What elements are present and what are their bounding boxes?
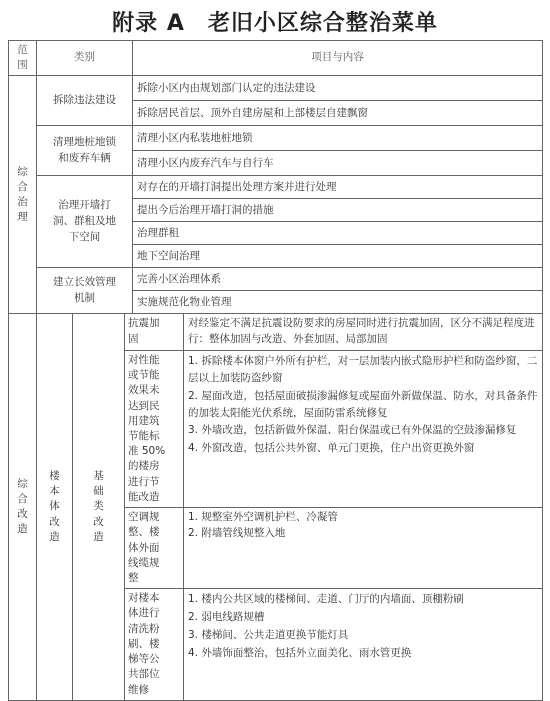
section2-scope: 综 合 改 造 — [9, 314, 37, 700]
list-item: 地下空间治理 — [133, 245, 543, 268]
header-scope: 范 围 — [9, 41, 37, 76]
list-item: 1. 拆除楼本体窗户外所有护栏，对一层加装内嵌式隐形护栏和防盗纱窗，二层以上加装防盗纱窗 — [188, 354, 538, 385]
row-label: 抗震加 固 — [125, 314, 184, 350]
group-label: 清理地桩地锁 和废弃车辆 — [37, 126, 133, 176]
list-item: 1. 规整室外空调机护栏、冷凝管 — [188, 511, 338, 524]
row-content: 对经鉴定不满足抗震设防要求的房屋同时进行抗震加固，区分不满足程度进行：整体加固与改造、外套加固、局部加固 — [188, 317, 535, 346]
list-item: 清理小区内废弃汽车与自行车 — [133, 151, 543, 176]
section1-scope: 综 合 治 理 — [9, 76, 37, 314]
row-label: 空调规 整、楼 体外面 线缆规 整 — [125, 508, 184, 588]
list-item: 实施规范化物业管理 — [133, 291, 543, 314]
group-label: 拆除违法建设 — [37, 76, 133, 126]
list-item: 对存在的开墙打洞提出处理方案并进行处理 — [133, 176, 543, 199]
list-item: 提出今后治理开墙打洞的措施 — [133, 199, 543, 222]
list-item: 1. 楼内公共区域的楼梯间、走道、门厅的内墙面、顶棚粉刷 — [188, 593, 464, 606]
list-item: 治理群租 — [133, 222, 543, 245]
row-label: 对楼本 体进行 清洗粉 刷、楼 梯等公 共部位 维修 — [125, 589, 184, 700]
group-label: 建立长效管理 机制 — [37, 268, 133, 314]
page-title: 附录 A 老旧小区综合整治菜单 — [112, 11, 438, 36]
list-item: 4. 外墙饰面整治，包括外立面美化、雨水管更换 — [188, 646, 412, 659]
list-item: 3. 外墙改造，包括新做外保温、阳台保温或已有外保温的空鼓渗漏修复 — [188, 424, 517, 437]
basic-renovation-label: 基 础 类 改 造 — [73, 314, 125, 700]
list-item: 4. 外窗改造，包括公共外窗、单元门更换，住户出资更换外窗 — [188, 441, 475, 454]
group-label: 治理开墙打 洞、群租及地 下空间 — [37, 176, 133, 268]
header-items: 项目与内容 — [133, 41, 543, 76]
list-item: 拆除小区内由规划部门认定的违法建设 — [133, 76, 543, 101]
building-body-label: 楼 本 体 改 造 — [37, 314, 73, 700]
list-item: 2. 屋面改造，包括屋面破损渗漏修复或屋面外新做保温、防水，对具备条件的加装太阳能光伏系统，屋面防雷系统修复 — [188, 389, 538, 419]
list-item: 完善小区治理体系 — [133, 268, 543, 291]
list-item: 3. 楼梯间、公共走道更换节能灯具 — [188, 628, 349, 641]
header-category: 类别 — [37, 41, 133, 76]
list-item: 2. 弱电线路规槽 — [188, 611, 265, 624]
row-label: 对性能 或节能 效果未 达到民 用建筑 节能标 准 50% 的楼房 进行节 能改造 — [125, 351, 184, 507]
list-item: 2. 附墙管线规整入地 — [188, 526, 286, 539]
list-item: 清理小区内私装地桩地锁 — [133, 126, 543, 151]
renovation-menu-table — [8, 40, 543, 701]
list-item: 拆除居民首层、顶外自建房屋和上部楼层自建飘窗 — [133, 101, 543, 126]
